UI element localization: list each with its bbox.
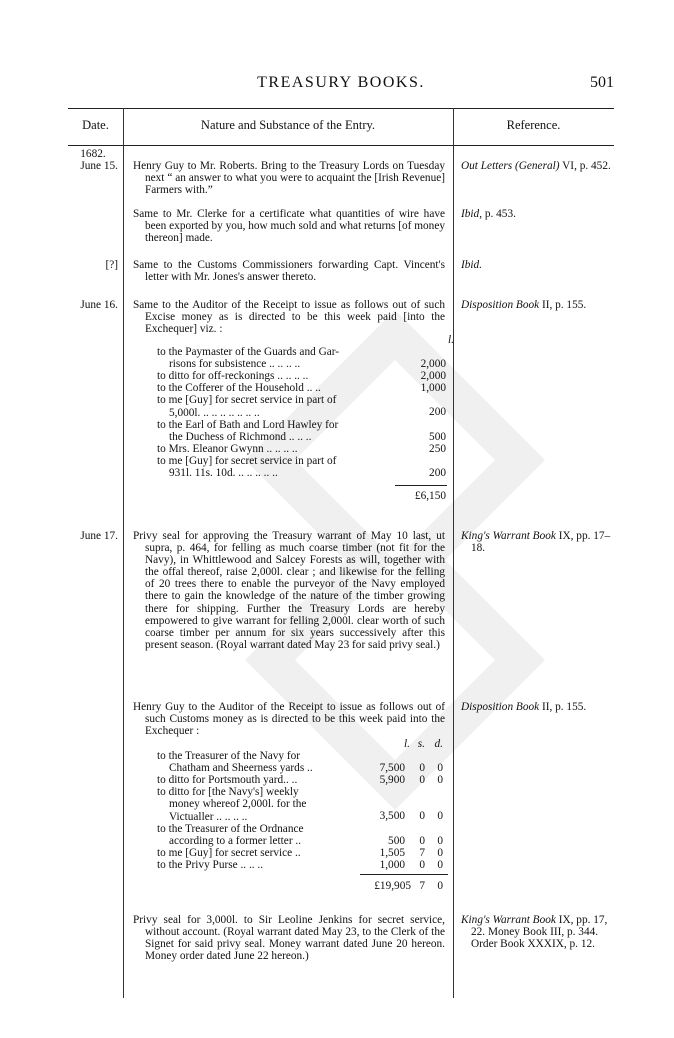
entry-text: Same to the Auditor of the Receipt to issue as follows out of such Excise money as is directed to be this week paid [into the Exchequer] viz. : [133, 299, 445, 336]
account-label: to ditto for off-reckonings .. .. .. .. [157, 370, 309, 383]
entry-reference: King's Warrant Book IX, pp. 17–18. [461, 530, 611, 555]
table-header-rule [68, 145, 614, 146]
account-amount: 500 [429, 430, 446, 443]
account-label: to the Privy Purse .. .. .. [157, 858, 264, 871]
account-label: to Mrs. Eleanor Gwynn .. .. .. .. [157, 442, 298, 455]
entry-reference: Ibid, p. 453. [461, 208, 516, 220]
account-amount-l: 500 [388, 834, 405, 847]
entry-date: [?] [105, 259, 118, 271]
account-amount-s: 0 [419, 810, 425, 823]
account-amount: 200 [429, 406, 446, 419]
entry-reference: Out Letters (General) VI, p. 452. [461, 160, 611, 172]
account-amount: 250 [429, 442, 446, 455]
account-label: to the Paymaster of the Guards and Gar- risons for subsistence .. .. .. .. [157, 346, 340, 371]
entry-reference: King's Warrant Book IX, pp. 17, 22. Money Book III, p. 344. Order Book XXXIX, p. 12. [461, 914, 608, 951]
account-label: to the Treasurer of the Navy for Chatham and Sheerness yards .. [157, 750, 313, 775]
account-label: to me [Guy] for secret service in part of 931l. 11s. 10d. .. .. .. .. .. [157, 454, 337, 480]
column-header-nature: Nature and Substance of the Entry. [200, 118, 376, 132]
account-label: to ditto for [the Navy's] weekly money whereof 2,000l. for the Victualler .. .. .. .. [157, 786, 307, 823]
column-separator [123, 108, 124, 998]
entry-date-text: June 15. [80, 160, 118, 173]
entry-date [68, 148, 118, 172]
account-amount: 2,000 [420, 370, 446, 383]
entry-reference: Ibid. [461, 259, 483, 271]
column-d-label: d. [434, 738, 443, 750]
entry-text: Privy seal for approving the Treasury warrant of May 10 last, ut supra, p. 464, for felling as much coarse timber (not fit for the Navy), in Whittlewood and Salcey Forests as will, together with the offal thereof, raise 2,000l. clear ; and likewise for the felling of 20 trees there to enable the purveyor of the Navy employed there to gain the knowledge of the nature of the timber growing there for shipping. Further the Treasury Lords are hereby empowered to give warrant for felling 2,000l. clear worth of such coarse timber per annum for six years successively after this present season. (Royal warrant dated May 23 for said privy seal.) [133, 530, 445, 651]
entry-reference: Disposition Book II, p. 155. [461, 299, 587, 311]
account-amount-d: 0 [437, 846, 443, 859]
column-separator [453, 108, 454, 998]
account-label: to the Earl of Bath and Lord Hawley for the Duchess of Richmond .. .. .. [157, 418, 339, 443]
account-amount-d: 0 [437, 858, 443, 871]
account-amount-s: 0 [419, 858, 425, 871]
account-amount-s: 0 [419, 774, 425, 787]
page-number: 501 [590, 74, 614, 91]
account-label: to the Cofferer of the Household .. .. [157, 382, 321, 395]
account-amount-l: 7,500 [379, 762, 405, 775]
total-rule [360, 874, 448, 875]
total-rule [395, 485, 447, 486]
account-amount-s: 0 [419, 762, 425, 775]
entry-reference: Disposition Book II, p. 155. [461, 701, 587, 713]
account-label: to ditto for Portsmouth yard.. .. [157, 774, 298, 787]
account-amount-s: 0 [419, 834, 425, 847]
account-label: to the Treasurer of the Ordnance according to a former letter .. [157, 822, 304, 847]
account-amount-d: 0 [437, 762, 443, 775]
total-amount-d: 0 [437, 880, 443, 892]
entry-text: Henry Guy to the Auditor of the Receipt to issue as follows out of such Customs money as is directed to be this week paid into the Exchequer : [133, 701, 445, 738]
total-amount: £6,150 [414, 490, 446, 502]
account-amount-d: 0 [437, 834, 443, 847]
entry-text: Same to Mr. Clerke for a certificate what quantities of wire have been exported by you, how much sold and what returns [of money thereon] made. [133, 208, 445, 245]
account-label: to me [Guy] for secret service in part of 5,000l. .. .. .. .. .. .. .. [157, 394, 337, 419]
account-amount-d: 0 [437, 774, 443, 787]
page-header [68, 74, 614, 98]
entry-text: Privy seal for 3,000l. to Sir Leoline Jenkins for secret service, without account. (Royal warrant dated May 23, to the Clerk of the Signet for said privy seal. Money warrant dated June 20 hereon. Money order dated June 22 hereon.) [133, 914, 445, 963]
account-amount: 200 [429, 466, 446, 479]
column-header-date: Date. [82, 118, 109, 132]
entry-text: Henry Guy to Mr. Roberts. Bring to the Treasury Lords on Tuesday next “ an answer to what you were to acquaint the [Irish Revenue] Farmers with.” [133, 160, 445, 197]
entry-text: Same to the Customs Commissioners forwarding Capt. Vincent's letter with Mr. Jones's answer thereto. [133, 259, 445, 284]
table-top-rule [68, 108, 614, 109]
account-amount: 2,000 [420, 358, 446, 371]
account-amount-l: 3,500 [379, 810, 405, 823]
running-title: TREASURY BOOKS. [257, 74, 425, 91]
account-amount-l: 1,000 [379, 858, 405, 871]
account-amount-d: 0 [437, 810, 443, 823]
account-amount-l: 1,505 [379, 846, 405, 859]
column-s-label: s. [417, 738, 425, 750]
column-header-reference: Reference. [506, 118, 561, 132]
account-amount-l: 5,900 [379, 774, 405, 787]
column-l-label: l. [448, 334, 454, 346]
entry-year: 1682. [80, 148, 106, 160]
column-l-label: l. [404, 738, 410, 750]
account-amount: 1,000 [420, 382, 446, 395]
account-amount-s: 7 [419, 846, 425, 859]
entry-date: June 17. [80, 530, 118, 542]
total-amount-l: £19,905 [374, 880, 411, 892]
total-amount-s: 7 [419, 880, 425, 892]
account-label: to me [Guy] for secret service .. [157, 846, 301, 859]
entry-date: June 16. [80, 299, 118, 311]
